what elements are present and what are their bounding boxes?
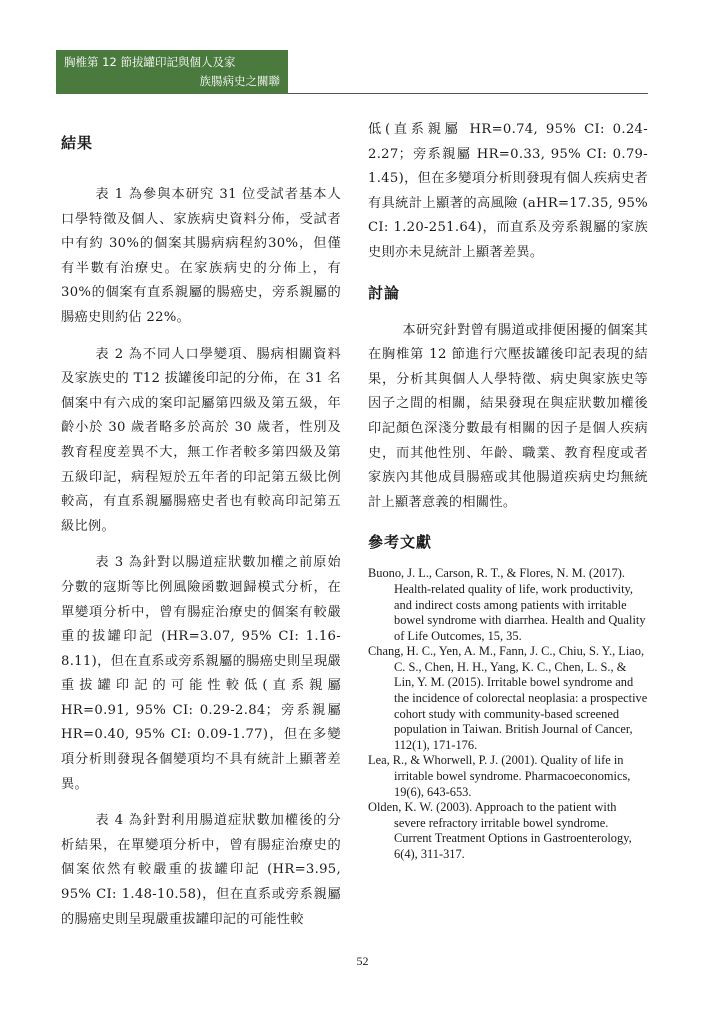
running-header <box>56 50 288 94</box>
header-rule <box>288 93 648 94</box>
reference-item: Buono, J. L., Carson, R. T., & Flores, N. M. (2017). Health-related quality of life, work productivity, and indirect costs among patients with irritable bowel syndrome with diarrhea. Health and Quality of Life Outcomes, 15, 35. <box>368 566 646 643</box>
references-heading: 參考文獻 <box>368 533 433 552</box>
results-paragraph-3: 表 3 為針對以腸道症狀數加權之前原始分數的寇斯等比例風險函數迴歸模式分析，在單變項分析中，曾有腸症治療史的個案有較嚴重的拔罐印記 (HR=3.07, 95% CI: 1.16-8.11)，但在直系或旁系親屬的腸癌史則呈現嚴重拔罐印記的可能性較低(直系親屬 HR=0.91, 95% CI: 0.29-2.84；旁系親屬 HR=0.40, 95% CI: 0.09-1.77)，但在多變項分析則發現各個變項均不具有統計上顯著差異。 <box>61 555 341 792</box>
running-header-title-line2: 族腸病史之關聯 <box>199 74 280 88</box>
page-number: 52 <box>356 954 369 968</box>
reference-item: Chang, H. C., Yen, A. M., Fann, J. C., Chiu, S. Y., Liao, C. S., Chen, H. H., Yang, K. C., Chen, L. S., & Lin, Y. M. (2015). Irritable bowel syndrome and the incidence of colorectal neoplasia: a prospective cohort study with community-based screened population in Taiwan. British Journal of Cancer, 112(1), 171-176. <box>368 644 648 752</box>
results-heading: 結果 <box>61 134 94 152</box>
results-paragraph-1: 表 1 為參與本研究 31 位受試者基本人口學特徵及個人、家族病史資料分佈，受試者中有約 30%的個案其腸病病程約30%，但僅有半數有治療史。在家族病史的分佈上，有 30%的個案有直系親屬的腸癌史，旁系親屬的腸癌史則約佔 22%。 <box>61 187 341 325</box>
results-continuation: 低(直系親屬 HR=0.74, 95% CI: 0.24-2.27；旁系親屬 HR=0.33, 95% CI: 0.79-1.45)，但在多變項分析則發現有個人疾病史者有具統計上顯著的高風險 (aHR=17.35, 95% CI: 1.20-251.64)，而直系及旁系親屬的家族史則亦未見統計上顯著差異。 <box>368 122 648 260</box>
results-paragraph-4: 表 4 為針對利用腸道症狀數加權後的分析結果，在單變項分析中，曾有腸症治療史的個案依然有較嚴重的拔罐印記 (HR=3.95, 95% CI: 1.48-10.58)，但在直系或旁系親屬的腸癌史則呈現嚴重拔罐印記的可能性較 <box>61 813 341 927</box>
discussion-heading: 討論 <box>368 283 401 302</box>
running-header-title-line1: 胸椎第 12 節拔罐印記與個人及家 <box>64 55 236 69</box>
right-column <box>368 118 648 863</box>
discussion-paragraph: 本研究針對曾有腸道或排便困擾的個案其在胸椎第 12 節進行穴壓拔罐後印記表現的結果，分析其與個人人學特徵、病史與家族史等因子之間的相關，結果發現在與症狀數加權後印記顏色深淺分數最有相關的因子是個人疾病史，而其他性別、年齡、職業、教育程度或者家族內其他成員腸癌或其他腸道疾病史均無統計上顯著意義的相關性。 <box>368 322 648 510</box>
reference-item: Lea, R., & Whorwell, P. J. (2001). Quality of life in irritable bowel syndrome. Pharmacoeconomics, 19(6), 643-653. <box>368 753 631 799</box>
results-paragraph-2: 表 2 為不同人口學變項、腸病相關資料及家族史的 T12 拔罐後印記的分佈，在 31 名個案中有六成的案印記屬第四級及第五級，年齡小於 30 歲者略多於高於 30 歲者，性別及教育程度差異不大，無工作者較多第四級及第五級印記，病程短於五年者的印記第五級比例較高，有直系親屬腸癌史者也有較高印記第五級比例。 <box>61 346 341 534</box>
reference-item: Olden, K. W. (2003). Approach to the patient with severe refractory irritable bowel syndrome. Current Treatment Options in Gastroenterology, 6(4), 311-317. <box>368 800 632 861</box>
left-column <box>61 118 341 932</box>
